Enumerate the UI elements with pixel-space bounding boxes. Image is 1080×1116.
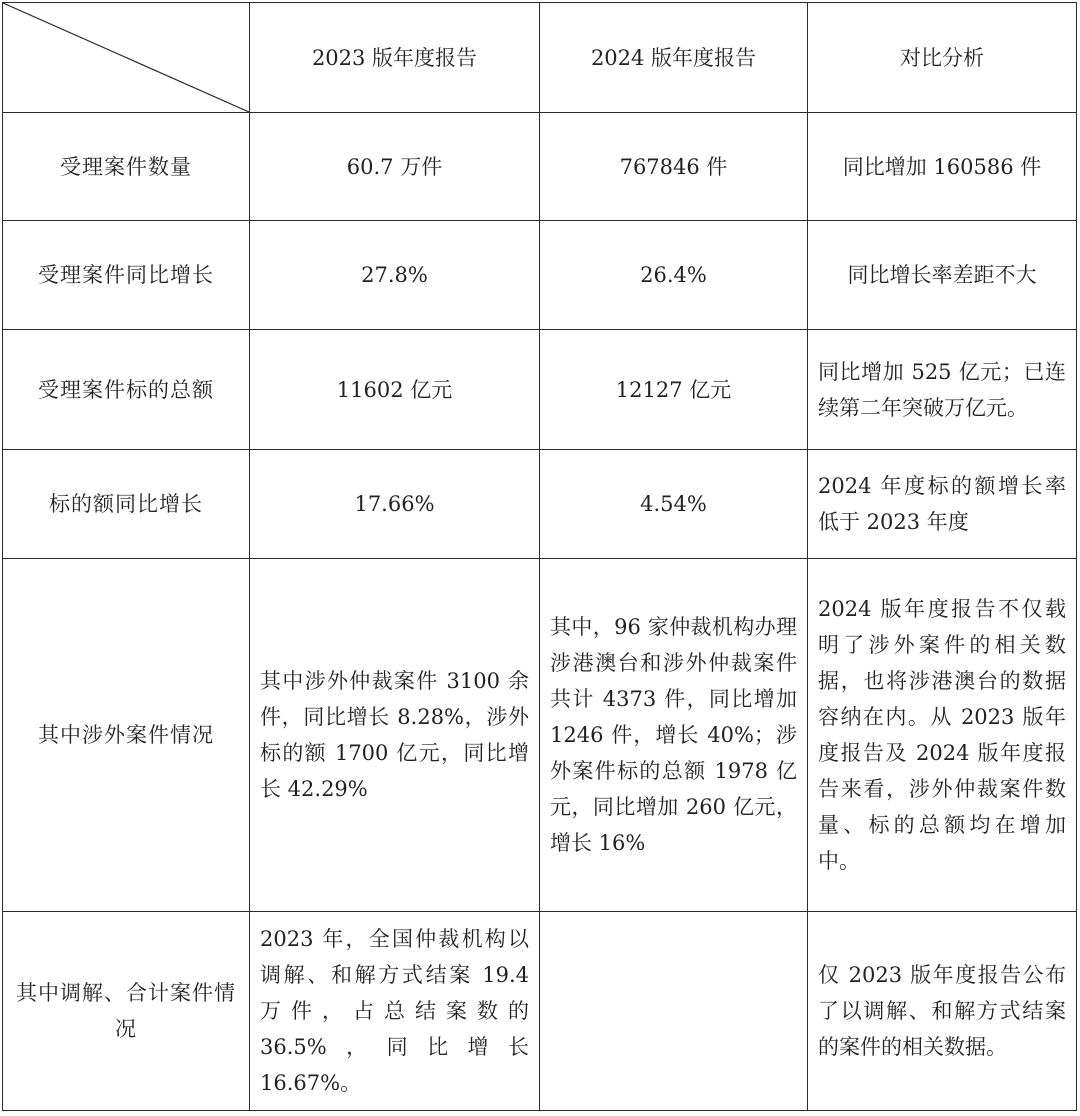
cell-analysis: 同比增长率差距不大 <box>808 221 1077 330</box>
row-label: 其中涉外案件情况 <box>3 559 250 912</box>
column-header-2023: 2023 版年度报告 <box>250 3 540 113</box>
cell-2023: 17.66% <box>250 450 540 559</box>
cell-2024: 767846 件 <box>540 113 808 221</box>
table-row <box>3 221 1077 330</box>
row-label: 受理案件标的总额 <box>3 330 250 450</box>
cell-2023: 27.8% <box>250 221 540 330</box>
row-label: 受理案件数量 <box>3 113 250 221</box>
table-row <box>3 330 1077 450</box>
cell-analysis: 仅 2023 版年度报告公布了以调解、和解方式结案的案件的相关数据。 <box>808 912 1077 1111</box>
row-label: 标的额同比增长 <box>3 450 250 559</box>
cell-2023: 其中涉外仲裁案件 3100 余件，同比增长 8.28%，涉外标的额 1700 亿元，同比增长 42.29% <box>250 559 540 912</box>
row-label: 受理案件同比增长 <box>3 221 250 330</box>
table-row <box>3 450 1077 559</box>
cell-analysis: 2024 年度标的额增长率低于 2023 年度 <box>808 450 1077 559</box>
cell-2023: 2023 年，全国仲裁机构以调解、和解方式结案 19.4 万件，占总结案数的 36.5%，同比增长 16.67%。 <box>250 912 540 1111</box>
diagonal-line <box>3 3 249 112</box>
cell-2024: 12127 亿元 <box>540 330 808 450</box>
cell-analysis: 同比增加 160586 件 <box>808 113 1077 221</box>
header-row <box>3 3 1077 113</box>
column-header-2024: 2024 版年度报告 <box>540 3 808 113</box>
cell-2024: 26.4% <box>540 221 808 330</box>
table-row <box>3 559 1077 912</box>
cell-2023: 60.7 万件 <box>250 113 540 221</box>
comparison-table <box>2 2 1077 1111</box>
corner-cell <box>3 3 250 113</box>
table-row <box>3 912 1077 1111</box>
column-header-analysis: 对比分析 <box>808 3 1077 113</box>
cell-2023: 11602 亿元 <box>250 330 540 450</box>
row-label: 其中调解、合计案件情况 <box>3 912 250 1111</box>
table-row <box>3 113 1077 221</box>
cell-2024: 4.54% <box>540 450 808 559</box>
cell-2024 <box>540 912 808 1111</box>
cell-2024: 其中，96 家仲裁机构办理涉港澳台和涉外仲裁案件共计 4373 件，同比增加 1246 件，增长 40%；涉外案件标的总额 1978 亿元，同比增加 260 亿元，增长 16% <box>540 559 808 912</box>
cell-analysis: 2024 版年度报告不仅载明了涉外案件的相关数据，也将涉港澳台的数据容纳在内。从 2023 版年度报告及 2024 版年度报告来看，涉外仲裁案件数量、标的总额均在增加中。 <box>808 559 1077 912</box>
cell-analysis: 同比增加 525 亿元；已连续第二年突破万亿元。 <box>808 330 1077 450</box>
